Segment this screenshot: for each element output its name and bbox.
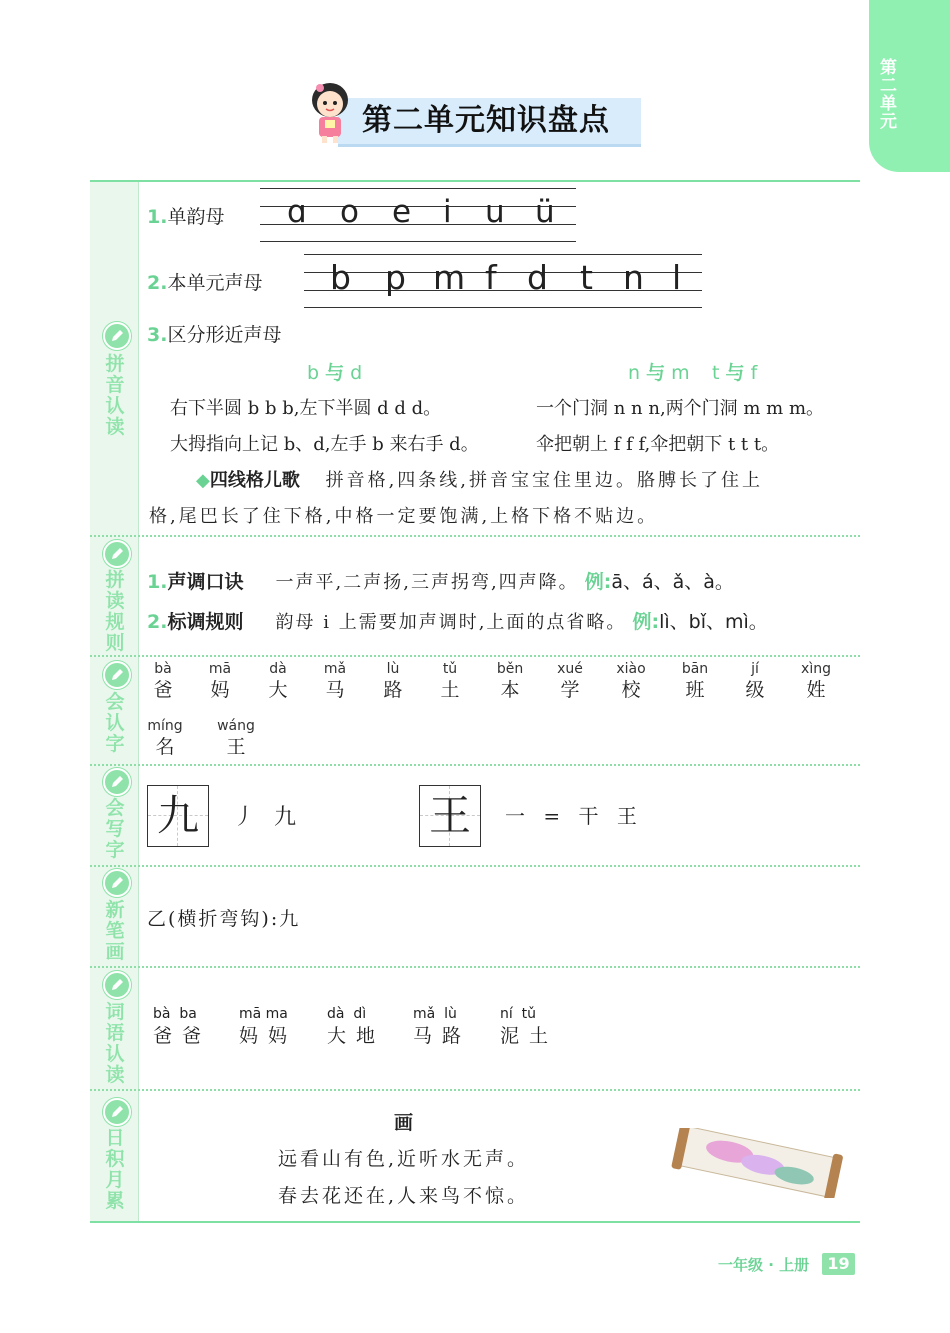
single-final-letter: i: [443, 194, 452, 230]
word-item: [327, 1005, 377, 1049]
section-label-tones: 拼读规则: [105, 569, 125, 654]
section-divider: [90, 1089, 860, 1091]
item-similar-initials: 3.区分形近声母: [147, 324, 282, 346]
pair-n-m: n 与 m: [628, 362, 690, 384]
read-char-pinyin: lù: [386, 661, 400, 677]
read-char: [545, 660, 595, 702]
word-pinyin: ní tǔ: [500, 1006, 537, 1022]
page-number: 19: [822, 1253, 855, 1275]
diamond-icon: ◆: [196, 470, 210, 491]
read-char-pinyin: tǔ: [442, 661, 458, 677]
read-char-hanzi: 本: [500, 679, 520, 701]
read-char-hanzi: 爸: [153, 679, 173, 701]
pencil-icon: [103, 869, 131, 897]
section-label-new-stroke: 新笔画: [105, 899, 125, 963]
read-char: [730, 660, 780, 702]
section-label-write-chars: 会写字: [105, 797, 125, 861]
new-stroke-text: 乙(横折弯钩):九: [147, 908, 301, 930]
read-char-hanzi: 班: [685, 679, 705, 701]
read-char-pinyin: běn: [496, 661, 524, 677]
word-item: [413, 1005, 463, 1049]
read-char-hanzi: 学: [560, 679, 580, 701]
read-char-hanzi: 大: [268, 679, 288, 701]
frame-bottom-line: [90, 1221, 860, 1223]
single-final-letter: ɑ: [287, 194, 307, 230]
pair-t-f: t 与 f: [712, 362, 758, 384]
poem-line-1: 远看山有色,近听水无声。: [278, 1148, 530, 1170]
section-divider: [90, 655, 860, 657]
word-item: [153, 1005, 203, 1049]
read-char-hanzi: 姓: [806, 679, 826, 701]
write-char-box-jiu: 九: [147, 785, 209, 847]
girl-mascot-icon: [306, 80, 354, 144]
section-divider: [90, 966, 860, 968]
painting-scroll-icon: [668, 1128, 850, 1198]
read-char: [485, 660, 535, 702]
read-char: [670, 660, 720, 702]
poem-title: 画: [394, 1112, 414, 1134]
section-divider: [90, 865, 860, 867]
word-item: [239, 1005, 289, 1049]
initial-letter: l: [672, 258, 682, 297]
read-char-hanzi: 名: [155, 736, 175, 758]
rhyme-t-f: 伞把朝上 f f f,伞把朝下 t t t。: [536, 434, 780, 455]
section-divider: [90, 764, 860, 766]
single-final-letter: e: [392, 194, 412, 230]
read-char: [425, 660, 475, 702]
read-char-hanzi: 马: [325, 679, 345, 701]
read-char: [138, 660, 188, 702]
initial-letter: p: [385, 258, 406, 297]
frame-top-line: [90, 180, 860, 182]
word-pinyin: mā ma: [239, 1006, 288, 1022]
pair-b-d: b 与 d: [307, 362, 363, 384]
read-char-hanzi: 土: [440, 679, 460, 701]
initial-letter: f: [485, 258, 497, 297]
word-pinyin: bà ba: [153, 1006, 197, 1022]
read-char-hanzi: 王: [226, 736, 246, 758]
word-pinyin: mǎ lù: [413, 1006, 457, 1022]
write-char-box-wang: 王: [419, 785, 481, 847]
single-final-letter: o: [340, 194, 359, 230]
pencil-icon: [103, 971, 131, 999]
read-char-hanzi: 妈: [210, 679, 230, 701]
tone-rhyme: 1.声调口诀 一声平,二声扬,三声拐弯,四声降。 例:ā、á、ǎ、à。: [147, 571, 734, 593]
word-pinyin: dà dì: [327, 1006, 367, 1022]
rhyme-b-d-1: 右下半圆 b b b,左下半圆 d d d。: [170, 398, 442, 419]
initial-letter: b: [330, 258, 351, 297]
read-char-pinyin: xìng: [801, 661, 831, 677]
read-char-pinyin: dà: [269, 661, 287, 677]
four-line-song: ◆四线格儿歌 拼音格,四条线,拼音宝宝住里边。胳膊长了住上: [196, 470, 764, 491]
read-char: [791, 660, 841, 702]
unit-tab-label: 第二单元: [876, 58, 896, 130]
rhyme-n-m: 一个门洞 n n n,两个门洞 m m m。: [536, 398, 825, 419]
section-label-words: 词语认读: [105, 1001, 125, 1086]
initial-letter: d: [527, 258, 548, 297]
read-char: [368, 660, 418, 702]
pencil-icon: [103, 661, 131, 689]
read-char-hanzi: 级: [745, 679, 765, 701]
tone-mark-rule: 2.标调规则 韵母 i 上需要加声调时,上面的点省略。 例:lì、bǐ、mì。: [147, 611, 768, 633]
initial-letter: n: [623, 258, 644, 297]
read-char-hanzi: 路: [383, 679, 403, 701]
section-label-pinyin: 拼音认读: [105, 353, 125, 438]
initial-letter: t: [580, 258, 593, 297]
read-char: [195, 660, 245, 702]
read-char: [211, 717, 261, 759]
pencil-icon: [103, 322, 131, 350]
word-item: [500, 1005, 550, 1049]
read-char: [606, 660, 656, 702]
read-char-hanzi: 校: [621, 679, 641, 701]
word-hanzi: 大 地: [327, 1025, 378, 1047]
word-hanzi: 泥 土: [500, 1025, 551, 1047]
section-label-read-chars: 会认字: [105, 691, 125, 755]
stroke-order-wang: 一 = 干 王: [505, 804, 643, 828]
read-char: [253, 660, 303, 702]
read-char-pinyin: mǎ: [323, 661, 347, 677]
read-char: [140, 717, 190, 759]
read-char-pinyin: xiào: [616, 661, 646, 677]
page-title: 第二单元知识盘点: [362, 103, 610, 138]
single-final-letter: ü: [535, 194, 555, 230]
item-single-finals: 1.单韵母: [147, 206, 225, 228]
rhyme-b-d-2: 大拇指向上记 b、d,左手 b 来右手 d。: [170, 434, 479, 455]
single-final-letter: u: [485, 194, 505, 230]
read-char-pinyin: míng: [147, 718, 183, 734]
read-char-pinyin: jí: [751, 661, 759, 677]
footer-grade: 一年级 · 上册: [718, 1256, 810, 1274]
read-char-pinyin: wáng: [217, 718, 255, 734]
stroke-order-jiu: 丿 九: [233, 805, 302, 830]
four-line-grid-finals: [260, 188, 576, 242]
read-char-pinyin: xué: [557, 661, 583, 677]
section-divider: [90, 535, 860, 537]
section-label-daily: 日积月累: [105, 1127, 125, 1212]
read-char-pinyin: mā: [208, 661, 232, 677]
item-initials: 2.本单元声母: [147, 272, 263, 294]
poem-line-2: 春去花还在,人来鸟不惊。: [278, 1185, 530, 1207]
read-char: [310, 660, 360, 702]
four-line-song-cont: 格,尾巴长了住下格,中格一定要饱满,上格下格不贴边。: [149, 506, 659, 527]
read-char-pinyin: bà: [154, 661, 172, 677]
word-hanzi: 妈 妈: [239, 1025, 290, 1047]
word-hanzi: 马 路: [413, 1025, 464, 1047]
read-char-pinyin: bān: [681, 661, 709, 677]
pencil-icon: [103, 540, 131, 568]
initial-letter: m: [433, 258, 466, 297]
pencil-icon: [103, 1098, 131, 1126]
pencil-icon: [103, 768, 131, 796]
word-hanzi: 爸 爸: [153, 1025, 204, 1047]
